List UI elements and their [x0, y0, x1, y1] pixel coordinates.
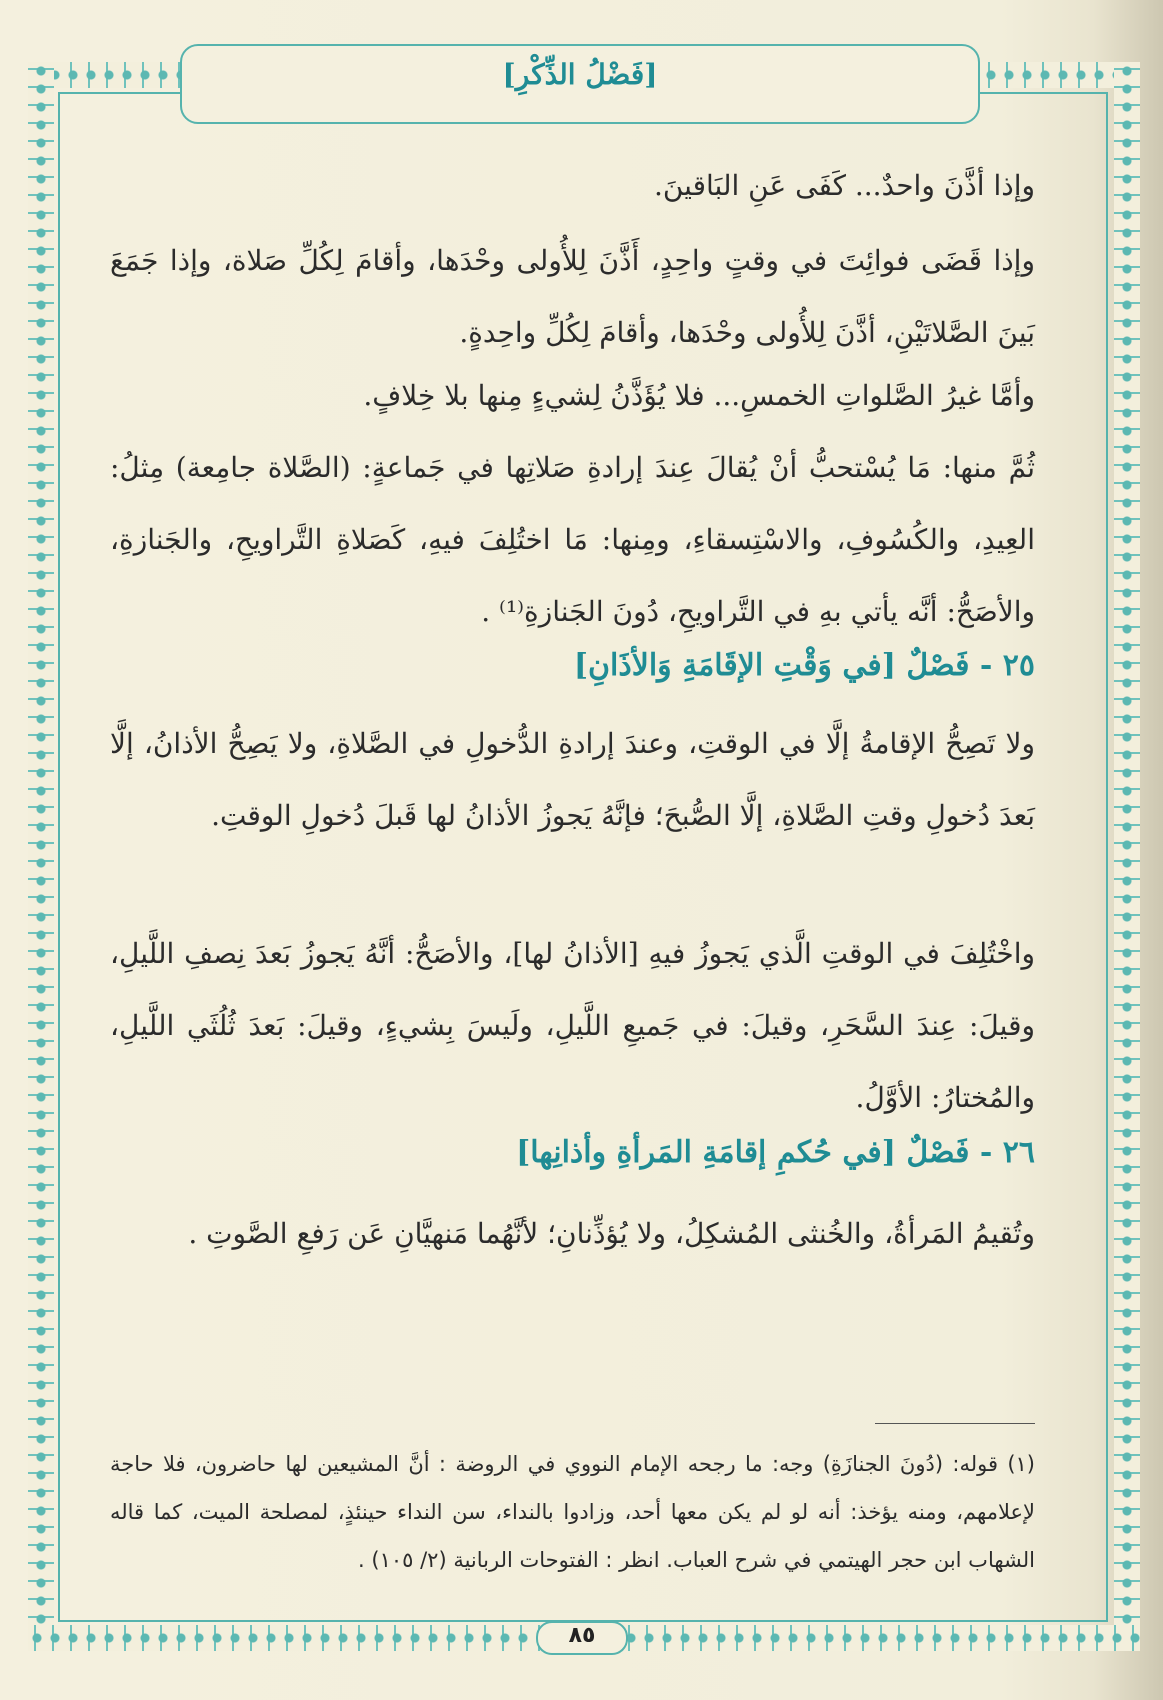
ornamental-border-right — [1114, 62, 1140, 1651]
paragraph-3: وأمَّا غيرُ الصَّلواتِ الخمسِ... فلا يُؤَذَّنُ لِشيءٍ مِنها بلا خِلافٍ. — [363, 379, 1035, 412]
page-number: ٨٥ — [568, 1623, 596, 1648]
section-heading-26: ٢٦ - فَصْلٌ [في حُكمِ إقامَةِ المَرأةِ وأذانِها] — [516, 1135, 1035, 1170]
paragraph-1: وإذا أذَّنَ واحدٌ... كَفَى عَنِ البَاقينَ. — [653, 169, 1035, 202]
ornamental-border-left — [28, 62, 54, 1651]
paragraph-5: ولا تَصِحُّ الإقامةُ إلَّا في الوقتِ، وعندَ إرادةِ الدُّخولِ في الصَّلاةِ، ولا يَصِحُّ الأذانُ، إلَّا بَعدَ دُخولِ وقتِ الصَّلاةِ، إلَّا الصُّبحَ؛ فإنَّهُ يَجوزُ الأذانُ لها قَبلَ دُخولِ الوقتِ. — [110, 727, 1035, 832]
paragraph-6: واخْتُلِفَ في الوقتِ الَّذي يَجوزُ فيهِ [الأذانُ لها]، والأصَحُّ: أنَّهُ يَجوزُ بَعدَ نِصفِ اللَّيلِ، وقيلَ: عِندَ السَّحَرِ، وقيلَ: في جَميعِ اللَّيلِ، ولَيسَ بِشيءٍ، وقيلَ: بَعدَ ثُلُثَي اللَّيلِ، والمُختارُ: الأوَّلُ. — [110, 937, 1035, 1114]
paragraph-2: وإذا قَضَى فوائِتَ في وقتٍ واحِدٍ، أَذَّنَ لِلأُولى وحْدَها، وأقامَ لِكُلِّ صَلاة، وإذا جَمَعَ بَينَ الصَّلاتَيْنِ، أذَّنَ لِلأُولى وحْدَها، وأقامَ لِكُلِّ واحِدةٍ. — [110, 244, 1035, 349]
footnote-separator — [875, 1423, 1035, 1424]
section-heading-25: ٢٥ - فَصْلٌ [في وَقْتِ الإقَامَةِ وَالأذَانِ] — [573, 648, 1035, 683]
footnote-1: (١) قوله: (دُونَ الجنازَةِ) وجه: ما رجحه الإمام النووي في الروضة : أنَّ المشيعين لها حاضرون، فلا حاجة لإعلامهم، ومنه يؤخذ: أنه لو لم يكن معها أحد، وزادوا بالنداء، سن النداء حينئذٍ، لمصلحة الميت، كما قاله الشهاب ابن حجر الهيتمي في شرح العباب. انظر : الفتوحات الربانية (٢/ ١٠٥) . — [110, 1452, 1035, 1572]
paragraph-7: وتُقيمُ المَرأةُ، والخُنثى المُشكِلُ، ولا يُؤذِّنانِ؛ لأنَّهُما مَنهيَّانِ عَن رَفعِ الصَّوتِ . — [188, 1217, 1035, 1250]
running-header-title: [فَضْلُ الذِّكْرِ] — [502, 58, 658, 91]
paragraph-4: ثُمَّ منها: مَا يُسْتحبُّ أنْ يُقالَ عِندَ إرادةِ صَلاتِها في جَماعةٍ: (الصَّلاة جامِعة) مِثلُ: العِيدِ، والكُسُوفِ، والاسْتِسقاءِ، ومِنها: مَا اختُلِفَ فيهِ، كَصَلاةِ التَّراويحِ، والجَنازةِ، والأصَحُّ: أنَّه يأتي بهِ في التَّراويحِ، دُونَ الجَنازةِ⁽¹⁾ . — [110, 451, 1036, 628]
